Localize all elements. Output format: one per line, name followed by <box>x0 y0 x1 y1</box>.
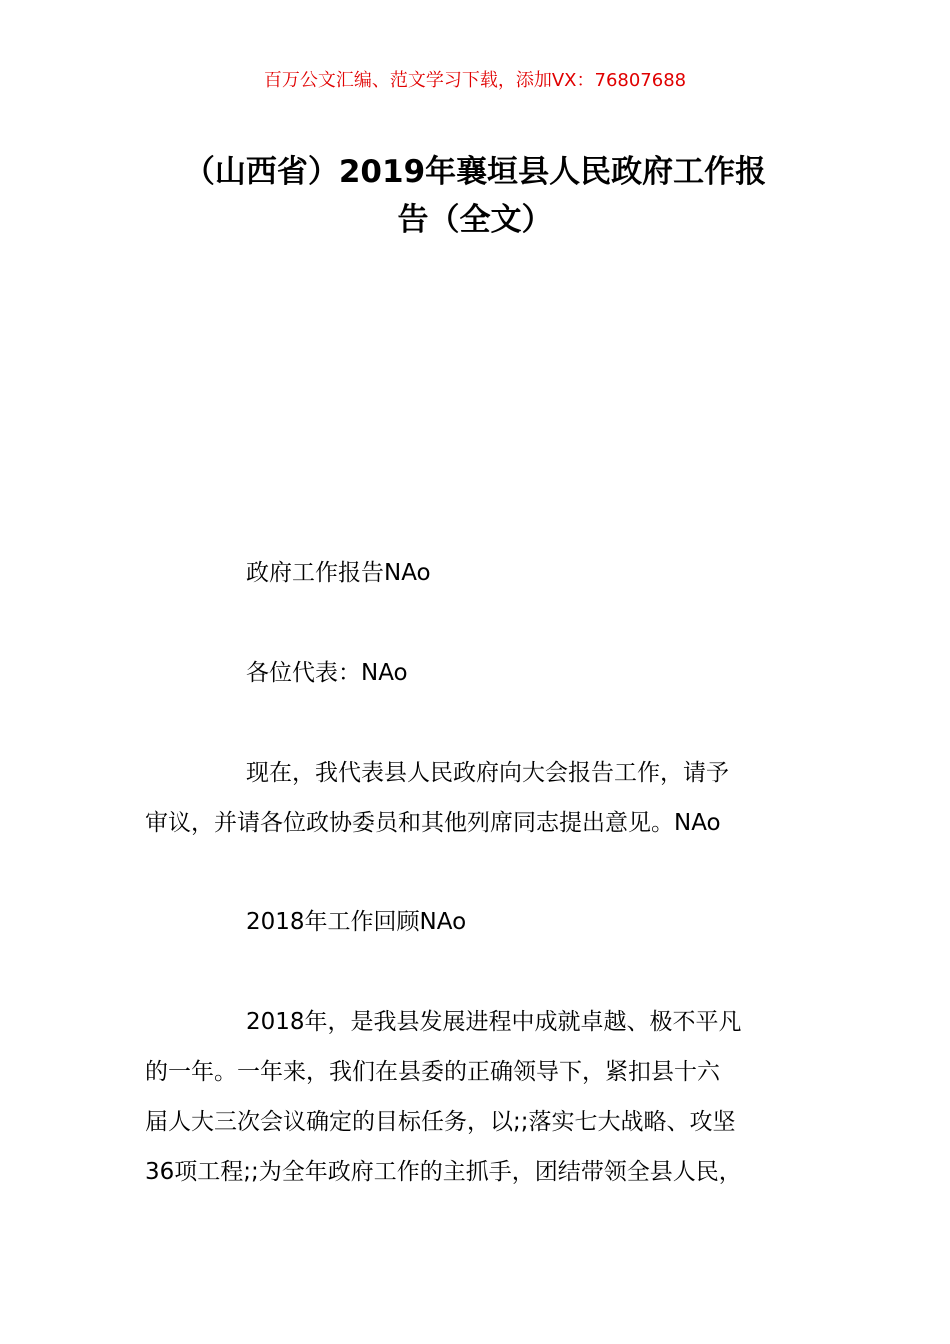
paragraph-line: 2018年工作回顾NAo <box>246 909 467 935</box>
paragraph-intro <box>145 748 815 848</box>
paragraph-line: 2018年，是我县发展进程中成就卓越、极不平凡 <box>246 1009 742 1035</box>
title-line-1: （山西省）2019年襄垣县人民政府工作报 <box>183 154 767 190</box>
paragraph-line: 36项工程;;为全年政府工作的主抓手，团结带领全县人民， <box>145 1159 742 1185</box>
paragraph-review-body <box>145 997 815 1197</box>
paragraph-line: 审议，并请各位政协委员和其他列席同志提出意见。NAo <box>145 810 721 836</box>
header-promo-note: 百万公文汇编、范文学习下载，添加VX：76807688 <box>263 70 687 91</box>
paragraph-report-heading <box>145 548 815 598</box>
paragraph-section-heading <box>145 897 815 947</box>
title-line-2: 告（全文） <box>397 202 553 238</box>
paragraph-salutation <box>145 648 815 698</box>
document-title <box>140 148 810 244</box>
paragraph-line: 各位代表：NAo <box>246 660 408 686</box>
paragraph-line: 政府工作报告NAo <box>246 560 431 586</box>
paragraph-line: 现在，我代表县人民政府向大会报告工作，请予 <box>246 760 729 786</box>
paragraph-line: 届人大三次会议确定的目标任务，以;;落实七大战略、攻坚 <box>145 1109 736 1135</box>
paragraph-line: 的一年。一年来，我们在县委的正确领导下，紧扣县十六 <box>145 1059 720 1085</box>
